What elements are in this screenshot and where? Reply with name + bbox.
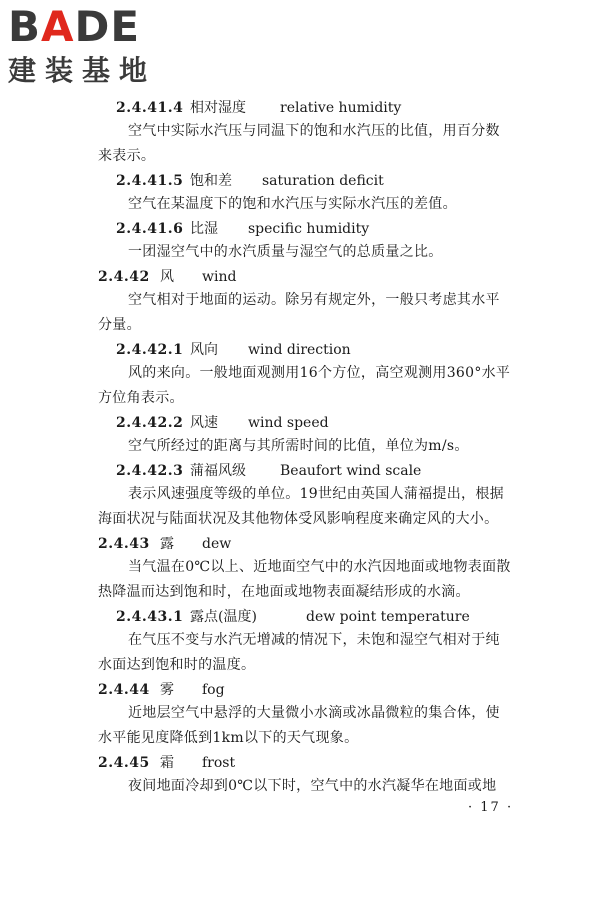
term-heading	[0, 266, 600, 288]
document-body	[0, 97, 600, 800]
term-heading	[0, 218, 600, 240]
term-english: fog	[202, 682, 225, 698]
term-number: 2.4.41.4	[116, 100, 184, 116]
term-chinese: 露点(温度)	[190, 609, 257, 625]
term-number: 2.4.44	[98, 682, 150, 698]
term-heading	[0, 339, 600, 361]
term-chinese: 饱和差	[190, 173, 232, 189]
term-chinese: 雾	[160, 682, 174, 698]
term-number: 2.4.41.5	[116, 173, 184, 189]
term-english: frost	[202, 755, 236, 771]
term-definition: 当气温在0℃以上、近地面空气中的水汽因地面或地物表面散热降温而达到饱和时，在地面或地物表面凝结形成的水滴。	[98, 559, 511, 600]
logo-word-part: B	[8, 2, 42, 51]
term-number: 2.4.43	[98, 536, 150, 552]
term-heading	[0, 170, 600, 192]
term-number: 2.4.41.6	[116, 221, 184, 237]
term-number: 2.4.42.1	[116, 342, 184, 358]
term-number: 2.4.45	[98, 755, 150, 771]
term-english: dew	[202, 536, 232, 552]
term-chinese: 霜	[160, 755, 174, 771]
term-chinese: 蒲福风级	[190, 463, 246, 479]
term-english: saturation deficit	[262, 173, 384, 189]
term-chinese: 风向	[190, 342, 218, 358]
logo-chinese-text: 建装基地	[8, 54, 157, 87]
term-heading	[0, 752, 600, 774]
term-heading	[0, 533, 600, 555]
term-definition: 近地层空气中悬浮的大量微小水滴或冰晶微粒的集合体，使水平能见度降低到1km以下的天气现象。	[98, 705, 500, 746]
term-chinese: 相对湿度	[190, 100, 246, 116]
term-english: specific humidity	[248, 221, 370, 237]
page-number: · 17 ·	[468, 800, 514, 815]
term-heading	[0, 412, 600, 434]
term-english: wind	[202, 269, 237, 285]
term-number: 2.4.42.3	[116, 463, 184, 479]
term-definition: 空气在某温度下的饱和水汽压与实际水汽压的差值。	[128, 196, 457, 212]
term-definition: 空气所经过的距离与其所需时间的比值，单位为m/s。	[128, 438, 469, 454]
term-heading	[0, 460, 600, 482]
term-heading	[0, 679, 600, 701]
logo-wordmark	[8, 4, 178, 50]
term-definition: 空气相对于地面的运动。除另有规定外，一般只考虑其水平分量。	[98, 292, 500, 333]
term-definition: 在气压不变与水汽无增减的情况下，未饱和湿空气相对于纯水面达到饱和时的温度。	[98, 632, 500, 673]
term-english: wind direction	[248, 342, 351, 358]
term-heading	[0, 606, 600, 628]
term-english: wind speed	[248, 415, 329, 431]
logo-word-part: DE	[74, 2, 141, 51]
term-english: dew point temperature	[306, 609, 470, 625]
term-english: Beaufort wind scale	[280, 463, 422, 479]
term-definition: 空气中实际水汽压与同温下的饱和水汽压的比值，用百分数来表示。	[98, 123, 500, 164]
term-number: 2.4.43.1	[116, 609, 184, 625]
term-number: 2.4.42.2	[116, 415, 184, 431]
term-chinese: 露	[160, 536, 174, 552]
term-definition: 夜间地面冷却到0℃以下时，空气中的水汽凝华在地面或地	[128, 778, 497, 794]
term-heading	[0, 97, 600, 119]
term-chinese: 比湿	[190, 221, 218, 237]
logo-word-accent: A	[41, 2, 75, 51]
term-chinese: 风	[160, 269, 174, 285]
term-definition: 一团湿空气中的水汽质量与湿空气的总质量之比。	[128, 244, 443, 260]
term-number: 2.4.42	[98, 269, 150, 285]
term-definition: 表示风速强度等级的单位。19世纪由英国人蒲福提出，根据海面状况与陆面状况及其他物体受风影响程度来确定风的大小。	[98, 486, 504, 527]
term-english: relative humidity	[280, 100, 402, 116]
term-chinese: 风速	[190, 415, 218, 431]
bade-logo	[8, 4, 178, 88]
term-definition: 风的来向。一般地面观测用16个方位，高空观测用360°水平方位角表示。	[98, 365, 511, 406]
